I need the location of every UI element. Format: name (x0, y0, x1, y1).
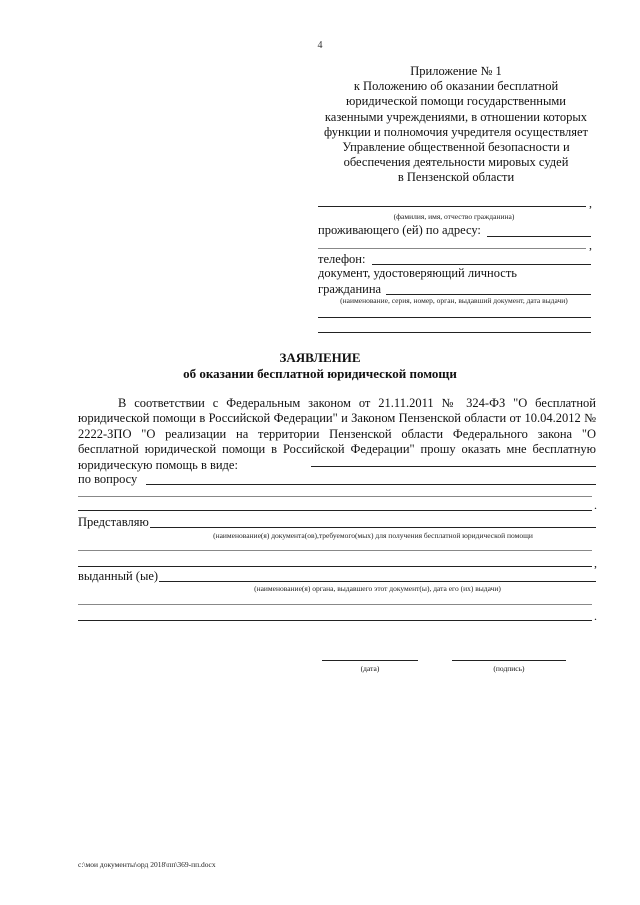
question-field[interactable] (146, 484, 596, 485)
document-field[interactable] (386, 294, 591, 295)
appendix-line: функции и полномочия учредителя осуществляет (324, 124, 588, 139)
address-field[interactable] (487, 236, 591, 237)
phone-label: телефон: (318, 252, 366, 266)
applicant-name-field[interactable] (318, 206, 586, 207)
address-label: проживающего (ей) по адресу: (318, 223, 481, 237)
title-main: ЗАЯВЛЕНИЕ (279, 350, 361, 365)
phone-field[interactable] (372, 264, 591, 265)
present-field-line3[interactable] (78, 566, 592, 567)
statement-paragraph: В соответствии с Федеральным законом от 21.11.2011 № 324-ФЗ "О бесплатной юридической помощи в Российской Федерации" и Законом Пензенской области от 10.04.2012 № 2222-ЗПО "О реализации на территории Пензенской области Федерального закона "О бесплатной юридической помощи в Российской Федерации" прошу оказать мне бесплатную юридическую помощь в виде: (78, 396, 596, 472)
date-field[interactable] (322, 660, 418, 661)
comma-mark: , (589, 238, 592, 252)
present-field-line2[interactable] (78, 550, 592, 551)
question-field-line3[interactable] (78, 510, 592, 511)
assistance-type-field[interactable] (311, 466, 596, 467)
period-mark: . (594, 498, 597, 512)
appendix-line: обеспечения деятельности мировых судей (343, 155, 569, 170)
date-caption: (дата) (360, 664, 380, 673)
document-field-line2[interactable] (318, 317, 591, 318)
period-mark: . (594, 609, 597, 623)
issued-field-line2[interactable] (78, 604, 592, 605)
appendix-line: Приложение № 1 (410, 64, 502, 78)
present-caption: (наименование(я) документа(ов),требуемого(мых) для получения бесплатной юридической помощи (213, 531, 533, 540)
page-number: 4 (317, 40, 323, 51)
document-field-line3[interactable] (318, 332, 591, 333)
comma-mark: , (589, 196, 592, 210)
appendix-line: к Положению об оказании бесплатной (353, 79, 559, 94)
appendix-line: Управление общественной безопасности и (342, 140, 570, 155)
appendix-line: казенными учреждениями, в отношении которых (324, 109, 588, 124)
document-label: документ, удостоверяющий личность (318, 266, 518, 280)
document-caption: (наименование, серия, номер, орган, выдавший документ, дата выдачи) (340, 296, 568, 305)
issued-label: выданный (ые) (78, 569, 159, 583)
document-title (0, 350, 640, 382)
comma-mark: , (594, 556, 597, 570)
question-label: по вопросу (78, 472, 138, 486)
signature-caption: (подпись) (493, 664, 525, 673)
question-field-line2[interactable] (78, 496, 592, 497)
issued-field-line3[interactable] (78, 620, 592, 621)
issued-field[interactable] (159, 581, 596, 582)
present-label: Представляю (78, 515, 149, 529)
appendix-line: в Пензенской области (397, 170, 515, 185)
document-label-citizen: гражданина (318, 282, 382, 296)
appendix-heading (318, 64, 594, 186)
signature-field[interactable] (452, 660, 566, 661)
file-path-footer: c:\мои документы\орд 2018\пп\369-пп.docx (78, 860, 216, 869)
title-sub: об оказании бесплатной юридической помощи (183, 366, 457, 381)
appendix-line: юридической помощи государственными (346, 94, 566, 109)
address-field-line2[interactable] (318, 248, 586, 249)
applicant-name-caption: (фамилия, имя, отчество гражданина) (393, 212, 515, 221)
present-field[interactable] (150, 527, 596, 528)
issued-caption: (наименование(я) органа, выдавшего этот документ(ы), дата его (их) выдачи) (254, 584, 501, 593)
